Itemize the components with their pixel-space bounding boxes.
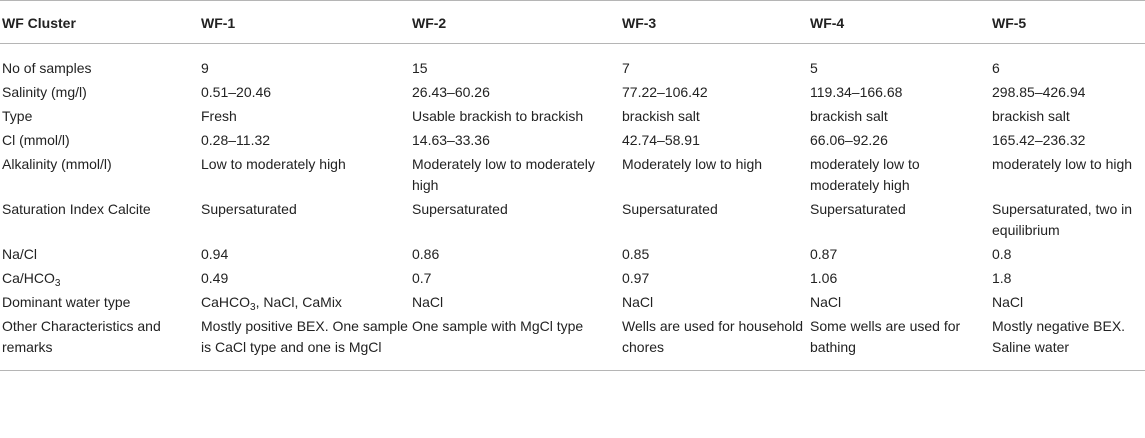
table-cell: 26.43–60.26 — [412, 84, 490, 100]
row-label-main: Ca/HCO — [2, 270, 55, 286]
table-row-alkalinity — [0, 154, 1145, 199]
header-wf-2: WF-2 — [410, 1, 620, 44]
table-cell: 77.22–106.42 — [622, 84, 708, 100]
table-cell: NaCl — [810, 294, 842, 310]
table-cell: Wells are used for household chores — [620, 316, 808, 371]
header-wf-5: WF-5 — [990, 1, 1145, 44]
table-cell: 0.86 — [412, 246, 440, 262]
cell-text-main: CaHCO — [201, 294, 251, 310]
row-label: Salinity (mg/l) — [2, 84, 87, 100]
table-cell: NaCl — [992, 294, 1024, 310]
table-row-dominant-water-type — [0, 292, 1145, 316]
table-row-cl — [0, 130, 1145, 154]
table-cell: 0.87 — [810, 246, 838, 262]
table-cell: 6 — [992, 60, 1000, 76]
table-cell: Supersaturated — [622, 201, 718, 217]
row-label: Dominant water type — [2, 294, 131, 310]
table-cell: NaCl — [622, 294, 654, 310]
table-cell — [199, 292, 410, 316]
table-cell: Fresh — [201, 108, 237, 124]
table-cell: 0.49 — [201, 270, 229, 286]
table-header-row — [0, 1, 1145, 44]
row-label: No of samples — [2, 60, 92, 76]
table-cell: NaCl — [412, 294, 444, 310]
table-cell: Supersaturated — [412, 201, 508, 217]
row-label: Alkalinity (mmol/l) — [2, 156, 112, 172]
row-label: Other Characteristics and remarks — [0, 316, 199, 371]
table-cell: 0.28–11.32 — [201, 132, 271, 148]
table-cell: brackish salt — [622, 108, 700, 124]
table-cell: 15 — [412, 60, 428, 76]
table-cell: Moderately low to high — [622, 156, 763, 172]
table-row-salinity — [0, 82, 1145, 106]
table-row-no-of-samples — [0, 44, 1145, 83]
table-cell: brackish salt — [810, 108, 888, 124]
table-cell: Supersaturated — [810, 201, 906, 217]
table-cell: Some wells are used for bathing — [808, 316, 990, 371]
table-cell: 298.85–426.94 — [992, 84, 1086, 100]
table-cell: moderately low to high — [992, 156, 1133, 172]
row-label: Saturation Index Calcite — [2, 201, 151, 217]
table-row-na-cl — [0, 244, 1145, 268]
table-cell: 5 — [810, 60, 818, 76]
table-cell: 7 — [622, 60, 630, 76]
table-cell: 165.42–236.32 — [992, 132, 1086, 148]
table-cell: 14.63–33.36 — [412, 132, 490, 148]
table-row-saturation-index — [0, 199, 1145, 244]
table-cell: Mostly negative BEX. Saline water — [990, 316, 1145, 371]
table-cell: 119.34–166.68 — [810, 84, 903, 100]
table-cell: Low to moderately high — [201, 156, 346, 172]
table-cell: 0.7 — [412, 270, 432, 286]
table-cell: 0.94 — [201, 246, 229, 262]
table-cell: 0.51–20.46 — [201, 84, 272, 100]
table-cell: Supersaturated, two in equilibrium — [992, 201, 1133, 238]
table-cell: Usable brackish to brackish — [412, 108, 584, 124]
table-cell: Mostly positive BEX. One sample is CaCl type and one is MgCl — [199, 316, 410, 371]
table-cell: Supersaturated — [201, 201, 297, 217]
cell-text-rest: , NaCl, CaMix — [255, 294, 342, 310]
table-cell: One sample with MgCl type — [410, 316, 620, 371]
row-label: Type — [2, 108, 33, 124]
table-cell: 0.97 — [622, 270, 650, 286]
table-cell: moderately low to moderately high — [810, 156, 920, 193]
table-cell: 1.06 — [810, 270, 838, 286]
header-wf-cluster: WF Cluster — [0, 1, 199, 44]
header-wf-4: WF-4 — [808, 1, 990, 44]
row-label-subscript: 3 — [54, 278, 61, 289]
header-wf-3: WF-3 — [620, 1, 808, 44]
table-cell: 42.74–58.91 — [622, 132, 700, 148]
table-cell: 9 — [201, 60, 209, 76]
row-label — [0, 268, 199, 292]
header-wf-1: WF-1 — [199, 1, 410, 44]
table-row-other-characteristics — [0, 316, 1145, 371]
table-cell: Moderately low to moderately high — [412, 156, 595, 193]
row-label: Cl (mmol/l) — [2, 132, 70, 148]
row-label: Na/Cl — [2, 246, 38, 262]
table-row-ca-hco3 — [0, 268, 1145, 292]
table-cell: 1.8 — [992, 270, 1012, 286]
table-cell: brackish salt — [992, 108, 1070, 124]
table-row-type — [0, 106, 1145, 130]
table-cell: 0.85 — [622, 246, 650, 262]
table-cell: 66.06–92.26 — [810, 132, 888, 148]
cell-text-subscript: 3 — [250, 302, 256, 313]
table-cell: 0.8 — [992, 246, 1012, 262]
